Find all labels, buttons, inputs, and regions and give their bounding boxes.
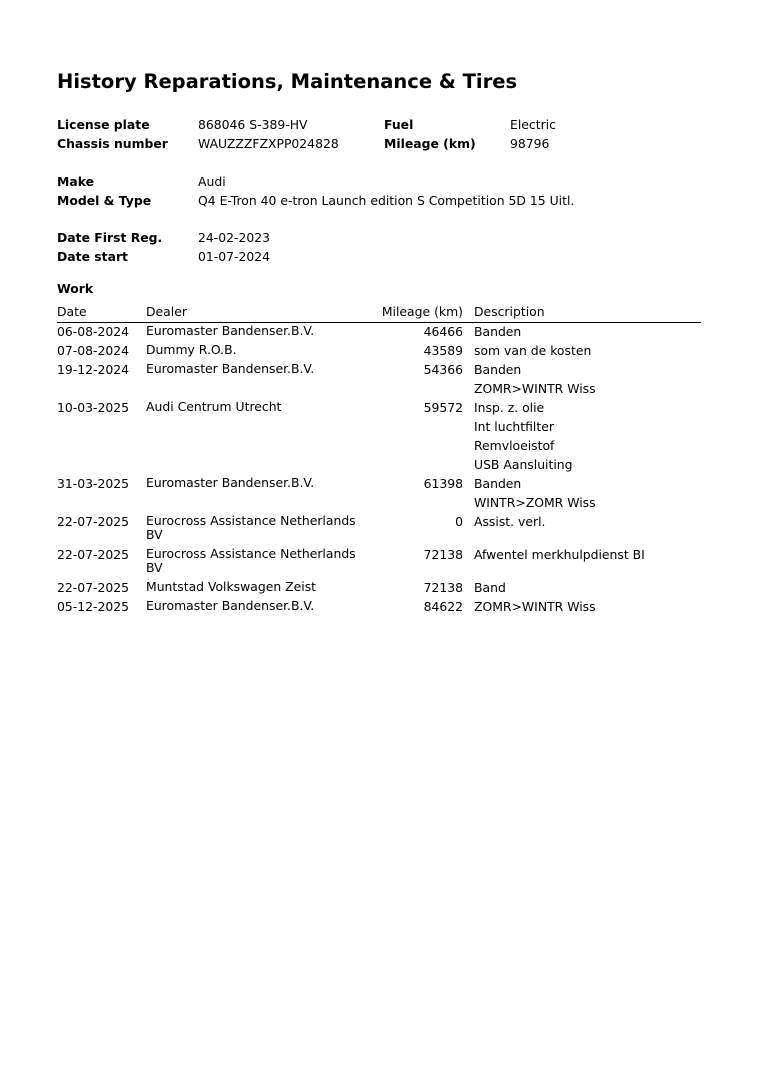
- label-make: Make: [57, 174, 95, 189]
- table-row: [0, 398, 760, 474]
- table-row: [0, 545, 760, 578]
- cell-description: Insp. z. olie: [474, 400, 545, 415]
- cell-dealer: Audi Centrum Utrecht: [146, 399, 282, 414]
- header-mileage: Mileage (km): [381, 304, 463, 319]
- cell-description: Int luchtfilter: [474, 419, 554, 434]
- cell-description: som van de kosten: [474, 343, 592, 358]
- cell-dealer: Muntstad Volkswagen Zeist: [146, 579, 317, 594]
- cell-mileage: 43589: [423, 343, 463, 358]
- label-date-start: Date start: [57, 249, 128, 264]
- cell-description: Assist. verl.: [474, 514, 546, 529]
- value-license-plate: 868046 S-389-HV: [198, 117, 308, 132]
- cell-date: 07-08-2024: [57, 343, 130, 358]
- cell-mileage: 59572: [423, 400, 463, 415]
- label-fuel: Fuel: [384, 117, 414, 132]
- cell-mileage: 0: [455, 514, 463, 529]
- cell-description: Banden: [474, 362, 522, 377]
- cell-date: 31-03-2025: [57, 476, 130, 491]
- cell-date: 19-12-2024: [57, 362, 130, 377]
- table-row: [0, 512, 760, 545]
- value-date-start: 01-07-2024: [198, 249, 271, 264]
- label-mileage: Mileage (km): [384, 136, 476, 151]
- value-fuel: Electric: [510, 117, 556, 132]
- work-table-header: [57, 304, 701, 323]
- cell-mileage: 72138: [423, 580, 463, 595]
- cell-dealer: Dummy R.O.B.: [146, 342, 237, 357]
- work-section-title: Work: [57, 281, 94, 296]
- cell-description: Banden: [474, 476, 522, 491]
- cell-mileage: 46466: [423, 324, 463, 339]
- cell-description: Band: [474, 580, 506, 595]
- label-chassis: Chassis number: [57, 136, 168, 151]
- cell-date: 22-07-2025: [57, 547, 130, 562]
- cell-dealer: Euromaster Bandenser.B.V.: [146, 598, 315, 613]
- table-row: [0, 322, 760, 341]
- cell-description: ZOMR>WINTR Wiss: [474, 381, 596, 396]
- cell-date: 05-12-2025: [57, 599, 130, 614]
- label-license-plate: License plate: [57, 117, 150, 132]
- cell-mileage: 72138: [423, 547, 463, 562]
- cell-description: Banden: [474, 324, 522, 339]
- cell-mileage: 84622: [423, 599, 463, 614]
- cell-date: 06-08-2024: [57, 324, 130, 339]
- cell-date: 10-03-2025: [57, 400, 130, 415]
- page-title: History Reparations, Maintenance & Tires: [57, 70, 518, 93]
- table-row: [0, 578, 760, 597]
- table-row: [0, 341, 760, 360]
- cell-mileage: 61398: [423, 476, 463, 491]
- cell-description: ZOMR>WINTR Wiss: [474, 599, 596, 614]
- value-chassis: WAUZZZFZXPP024828: [198, 136, 339, 151]
- table-row: [0, 474, 760, 512]
- cell-dealer: Eurocross Assistance Netherlands BV: [146, 546, 356, 575]
- cell-dealer: Euromaster Bandenser.B.V.: [146, 361, 315, 376]
- cell-mileage: 54366: [423, 362, 463, 377]
- label-first-reg: Date First Reg.: [57, 230, 163, 245]
- label-model: Model & Type: [57, 193, 152, 208]
- cell-description: WINTR>ZOMR Wiss: [474, 495, 596, 510]
- table-row: [0, 360, 760, 398]
- cell-description: Remvloeistof: [474, 438, 555, 453]
- cell-dealer: Euromaster Bandenser.B.V.: [146, 323, 315, 338]
- cell-description: Afwentel merkhulpdienst BI: [474, 547, 645, 562]
- cell-dealer: Euromaster Bandenser.B.V.: [146, 475, 315, 490]
- header-dealer: Dealer: [146, 304, 187, 319]
- value-make: Audi: [198, 174, 226, 189]
- value-mileage: 98796: [510, 136, 550, 151]
- work-table-body: [0, 322, 760, 616]
- table-row: [0, 597, 760, 616]
- header-description: Description: [474, 304, 545, 319]
- cell-date: 22-07-2025: [57, 580, 130, 595]
- header-date: Date: [57, 304, 87, 319]
- cell-description: USB Aansluiting: [474, 457, 573, 472]
- cell-date: 22-07-2025: [57, 514, 130, 529]
- value-model: Q4 E-Tron 40 e-tron Launch edition S Competition 5D 15 Uitl.: [198, 193, 575, 208]
- value-first-reg: 24-02-2023: [198, 230, 271, 245]
- cell-dealer: Eurocross Assistance Netherlands BV: [146, 513, 356, 542]
